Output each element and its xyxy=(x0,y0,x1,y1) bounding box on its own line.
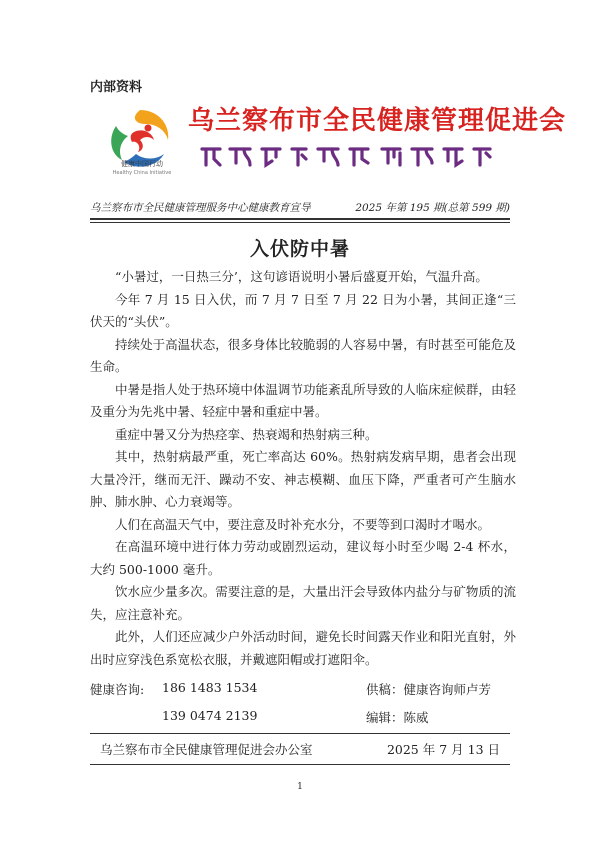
logo-caption-en: Healthy China Initiative xyxy=(112,170,172,176)
logo-caption-cn: 健康中国行动 xyxy=(121,160,163,168)
paragraph-1: “小暑过，一日热三分’，这句谚语说明小暑后盛夏开始，气温升高。 xyxy=(115,269,488,284)
source-text: 乌兰察布市全民健康管理服务中心健康教育宣导 xyxy=(90,202,311,214)
article-title: 入伏防中暑 xyxy=(249,238,350,260)
footer-rule-top xyxy=(90,733,510,734)
logo-green-arc xyxy=(111,126,128,160)
footer-line xyxy=(100,740,500,758)
paragraph-3: 持续处于高温状态，很多身体比较脆弱的人容易中暑，有时甚至可能危及生命。 xyxy=(90,336,516,374)
paragraph-9: 饮水应少量多次。需要注意的是，大量出汗会导致体内盐分与矿物质的流失，应注意补充。 xyxy=(90,584,516,622)
paragraph-5: 重症中暑又分为热痉挛、热衰竭和热射病三种。 xyxy=(115,426,378,442)
footer-office: 乌兰察布市全民健康管理促进会办公室 xyxy=(100,742,313,757)
footer-rule-bottom xyxy=(90,764,510,765)
supplier-credit: 供稿：健康咨询师卢芳 xyxy=(366,682,492,697)
issue-number: 2025 年第 195 期(总第 599 期) xyxy=(355,202,510,214)
consult-label: 健康咨询: xyxy=(90,682,145,697)
logo-head-dot xyxy=(145,125,152,132)
header-rule-thin xyxy=(90,222,510,223)
consult-phone-2: 139 0474 2139 xyxy=(162,708,258,723)
paragraph-8: 在高温环境中进行体力劳动或剧烈运动，建议每小时至少喝 2-4 杯水，大约 500-1000 毫升。 xyxy=(90,539,516,577)
paragraph-2: 今年 7 月 15 日入伏，而 7 月 7 日至 7 月 22 日为小暑，其间正逢“三伏天的“头伏”。 xyxy=(90,291,516,329)
org-title: 乌兰察布市全民健康管理促进会 xyxy=(188,106,567,136)
paragraph-7: 人们在高温天气中，要注意及时补充水分，不要等到口渴时才喝水。 xyxy=(115,516,491,532)
internal-material-label: 内部资料 xyxy=(90,80,143,95)
paragraph-10: 此外，人们还应减少户外活动时间，避免长时间露天作业和阳光直射，外出时应穿浅色系宽松衣服，并戴遮阳帽或打遮阳伞。 xyxy=(90,629,516,667)
logo-caption xyxy=(92,160,192,178)
page-number: 1 xyxy=(297,782,303,792)
consult-phone-1: 186 1483 1534 xyxy=(162,680,258,695)
paragraph-6: 其中，热射病最严重，死亡率高达 60%。热射病发病早期，患者会出现大量冷汗，继而无汗、躁动不安、神志模糊、血压下降，严重者可产生脑水肿、肺水肿、心力衰竭等。 xyxy=(90,449,516,509)
logo-red-figure xyxy=(131,130,154,152)
mongolian-script-title xyxy=(196,143,496,171)
header-rule-thick xyxy=(90,218,510,220)
editor-credit: 编辑：陈威 xyxy=(366,710,429,725)
article-body xyxy=(90,266,516,671)
issue-info-line xyxy=(90,200,510,215)
footer-date: 2025 年 7 月 13 日 xyxy=(386,742,500,757)
paragraph-4: 中暑是指人处于热环境中体温调节功能紊乱所导致的人临床症候群，由轻及重分为先兆中暑、轻症中暑和重症中暑。 xyxy=(90,381,516,419)
